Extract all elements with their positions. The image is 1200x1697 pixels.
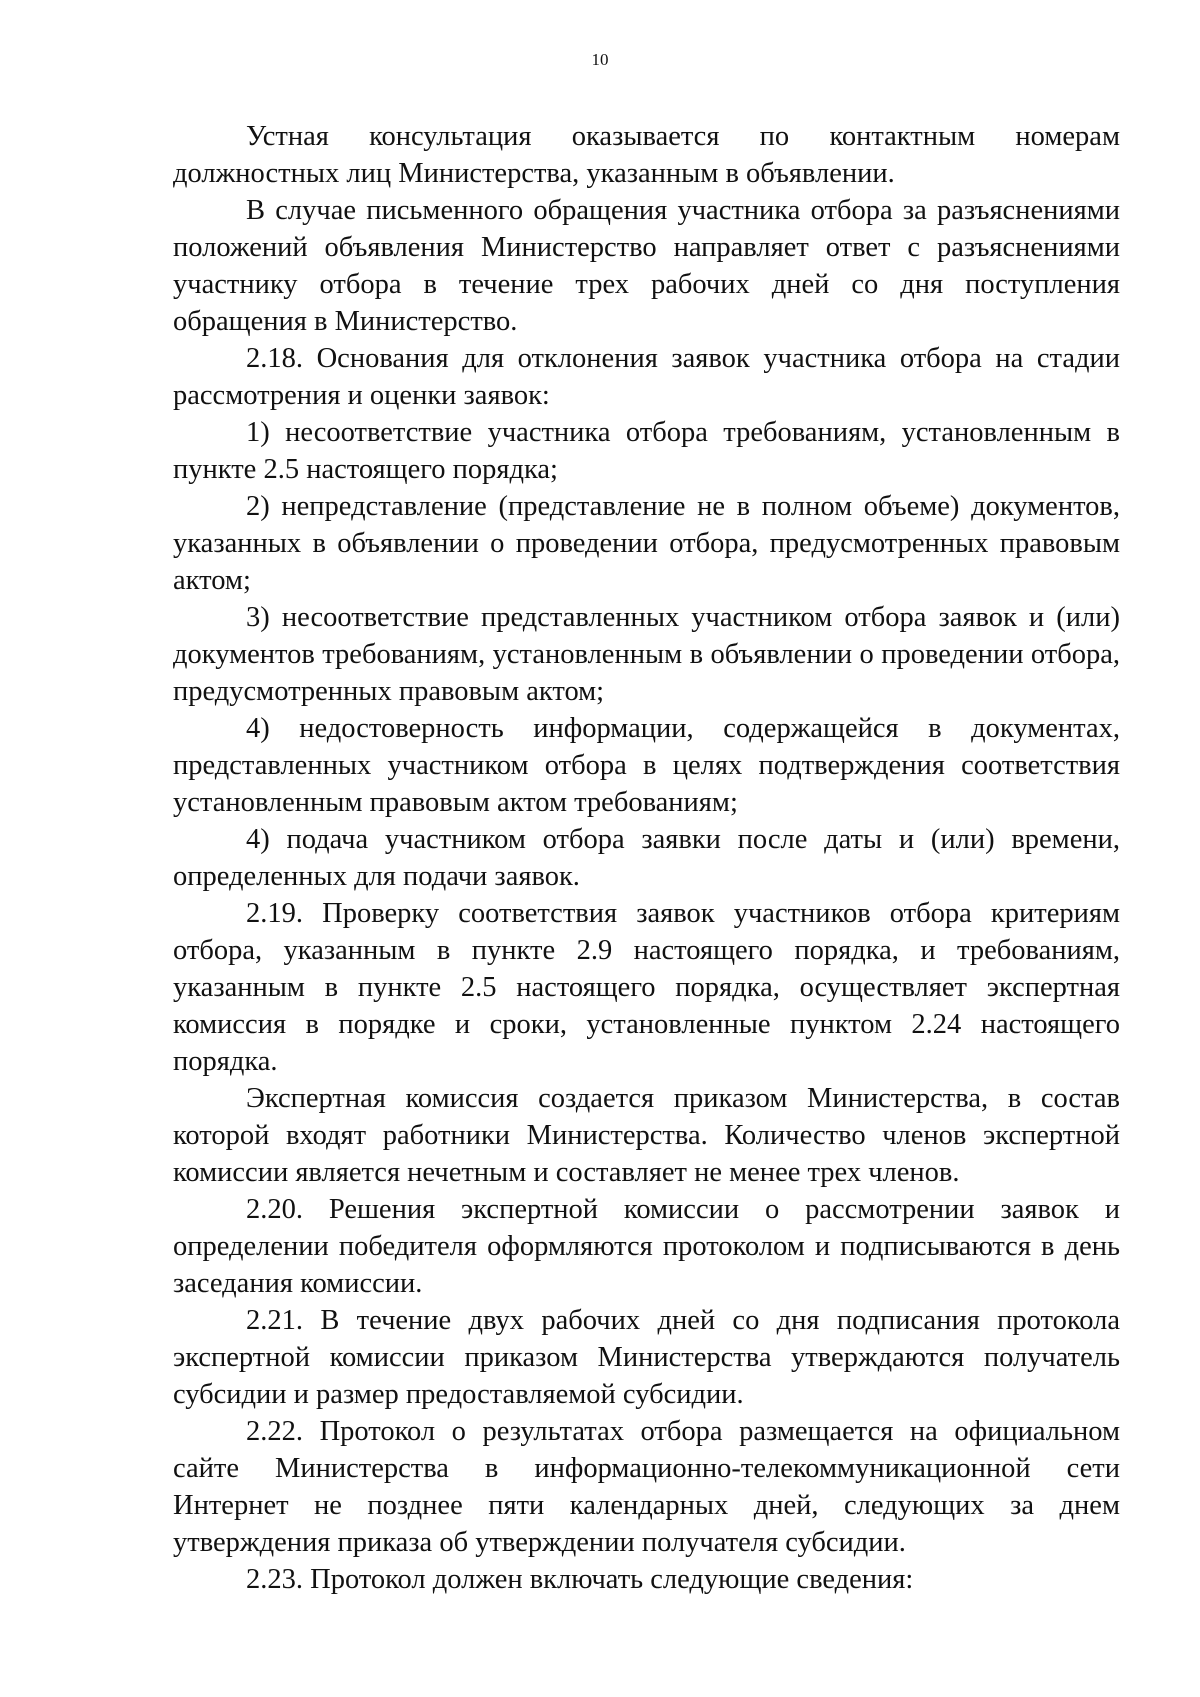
paragraph-2-20: 2.20. Решения экспертной комиссии о рассмотрении заявок и определении победителя оформляются протоколом и подписываются в день заседания комиссии. — [173, 1194, 1120, 1299]
document-body — [173, 118, 1120, 1598]
list-item-2: 2) непредставление (представление не в полном объеме) документов, указанных в объявлении о проведении отбора, предусмотренных правовым актом; — [173, 491, 1120, 596]
paragraph-2-21: 2.21. В течение двух рабочих дней со дня подписания протокола экспертной комиссии приказом Министерства утверждаются получатель субсидии и размер предоставляемой субсидии. — [173, 1305, 1120, 1410]
page-number: 10 — [591, 50, 609, 69]
list-item-1: 1) несоответствие участника отбора требованиям, установленным в пункте 2.5 настоящего порядка; — [173, 417, 1120, 485]
paragraph-2-18: 2.18. Основания для отклонения заявок участника отбора на стадии рассмотрения и оценки заявок: — [173, 343, 1120, 411]
paragraph-expert-commission: Экспертная комиссия создается приказом Министерства, в состав которой входят работники Министерства. Количество членов экспертной комиссии является нечетным и составляет не менее трех членов. — [173, 1083, 1120, 1188]
list-item-3: 3) несоответствие представленных участником отбора заявок и (или) документов требованиям, установленным в объявлении о проведении отбора, предусмотренных правовым актом; — [173, 602, 1120, 707]
paragraph-2-23: 2.23. Протокол должен включать следующие сведения: — [246, 1564, 914, 1595]
paragraph-2-22: 2.22. Протокол о результатах отбора размещается на официальном сайте Министерства в информационно-телекоммуникационной сети Интернет не позднее пяти календарных дней, следующих за днем утверждения приказа об утверждении получателя субсидии. — [173, 1416, 1120, 1558]
paragraph-written-request: В случае письменного обращения участника отбора за разъяснениями положений объявления Министерство направляет ответ с разъяснениями участнику отбора в течение трех рабочих дней со дня поступления обращения в Министерство. — [173, 195, 1120, 337]
list-item-4b: 4) подача участником отбора заявки после даты и (или) времени, определенных для подачи заявок. — [173, 824, 1120, 892]
list-item-4a: 4) недостоверность информации, содержащейся в документах, представленных участником отбора в целях подтверждения соответствия установленным правовым актом требованиям; — [173, 713, 1120, 818]
paragraph-2-19: 2.19. Проверку соответствия заявок участников отбора критериям отбора, указанным в пункте 2.9 настоящего порядка, и требованиям, указанным в пункте 2.5 настоящего порядка, осуществляет экспертная комиссия в порядке и сроки, установленные пунктом 2.24 настоящего порядка. — [173, 898, 1120, 1077]
paragraph-oral-consultation: Устная консультация оказывается по контактным номерам должностных лиц Министерства, указанным в объявлении. — [173, 121, 1120, 189]
